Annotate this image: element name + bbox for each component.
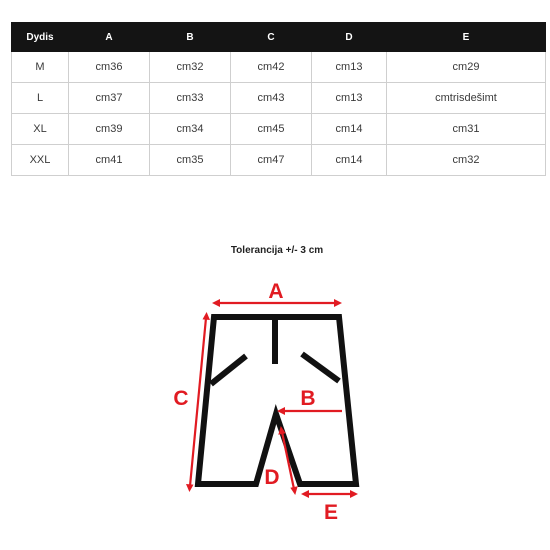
size-cell: XL	[12, 114, 69, 145]
measure-a-cell: cm37	[69, 83, 150, 114]
measure-d-cell: cm14	[312, 114, 387, 145]
arrow-e-head-right	[350, 490, 358, 498]
arrow-a-head-left	[212, 299, 220, 307]
measure-b-cell: cm32	[150, 52, 231, 83]
measure-a-cell: cm36	[69, 52, 150, 83]
measure-e-cell: cm32	[387, 145, 546, 176]
arrow-d-head-bottom	[290, 486, 297, 495]
table-header-row	[12, 23, 546, 52]
arrow-c-head-bottom	[186, 484, 194, 492]
table-row	[12, 114, 546, 145]
measure-a-cell: cm39	[69, 114, 150, 145]
label-a: A	[268, 280, 284, 303]
tolerance-note: Tolerancija +/- 3 cm	[230, 245, 324, 256]
header-a: A	[69, 23, 150, 52]
measure-c-cell: cm42	[231, 52, 312, 83]
measure-e-cell: cm29	[387, 52, 546, 83]
measure-a-cell: cm41	[69, 145, 150, 176]
header-c: C	[231, 23, 312, 52]
label-e: E	[323, 501, 339, 524]
size-cell: L	[12, 83, 69, 114]
measure-b-cell: cm33	[150, 83, 231, 114]
table-row	[12, 83, 546, 114]
measure-b-cell: cm35	[150, 145, 231, 176]
table-row	[12, 145, 546, 176]
measure-d-cell: cm14	[312, 145, 387, 176]
size-chart-table	[11, 22, 546, 176]
arrow-a-head-right	[334, 299, 342, 307]
size-cell: XXL	[12, 145, 69, 176]
label-d: D	[264, 466, 280, 489]
measure-e-cell: cmtrisdešimt	[387, 83, 546, 114]
shorts-measurement-diagram	[165, 270, 385, 530]
measure-b-cell: cm34	[150, 114, 231, 145]
header-b: B	[150, 23, 231, 52]
measure-c-cell: cm45	[231, 114, 312, 145]
arrow-e-head-left	[301, 490, 309, 498]
measure-d-cell: cm13	[312, 52, 387, 83]
label-c: C	[173, 387, 189, 410]
left-pocket-line	[211, 356, 246, 384]
measure-e-cell: cm31	[387, 114, 546, 145]
measure-c-cell: cm47	[231, 145, 312, 176]
label-b: B	[300, 387, 316, 410]
arrow-c-head-top	[203, 312, 211, 320]
measure-c-cell: cm43	[231, 83, 312, 114]
header-d: D	[312, 23, 387, 52]
header-size: Dydis	[12, 23, 69, 52]
right-pocket-line	[302, 354, 339, 381]
shorts-outline	[198, 317, 356, 484]
table-row	[12, 52, 546, 83]
size-cell: M	[12, 52, 69, 83]
header-e: E	[387, 23, 546, 52]
measure-d-cell: cm13	[312, 83, 387, 114]
